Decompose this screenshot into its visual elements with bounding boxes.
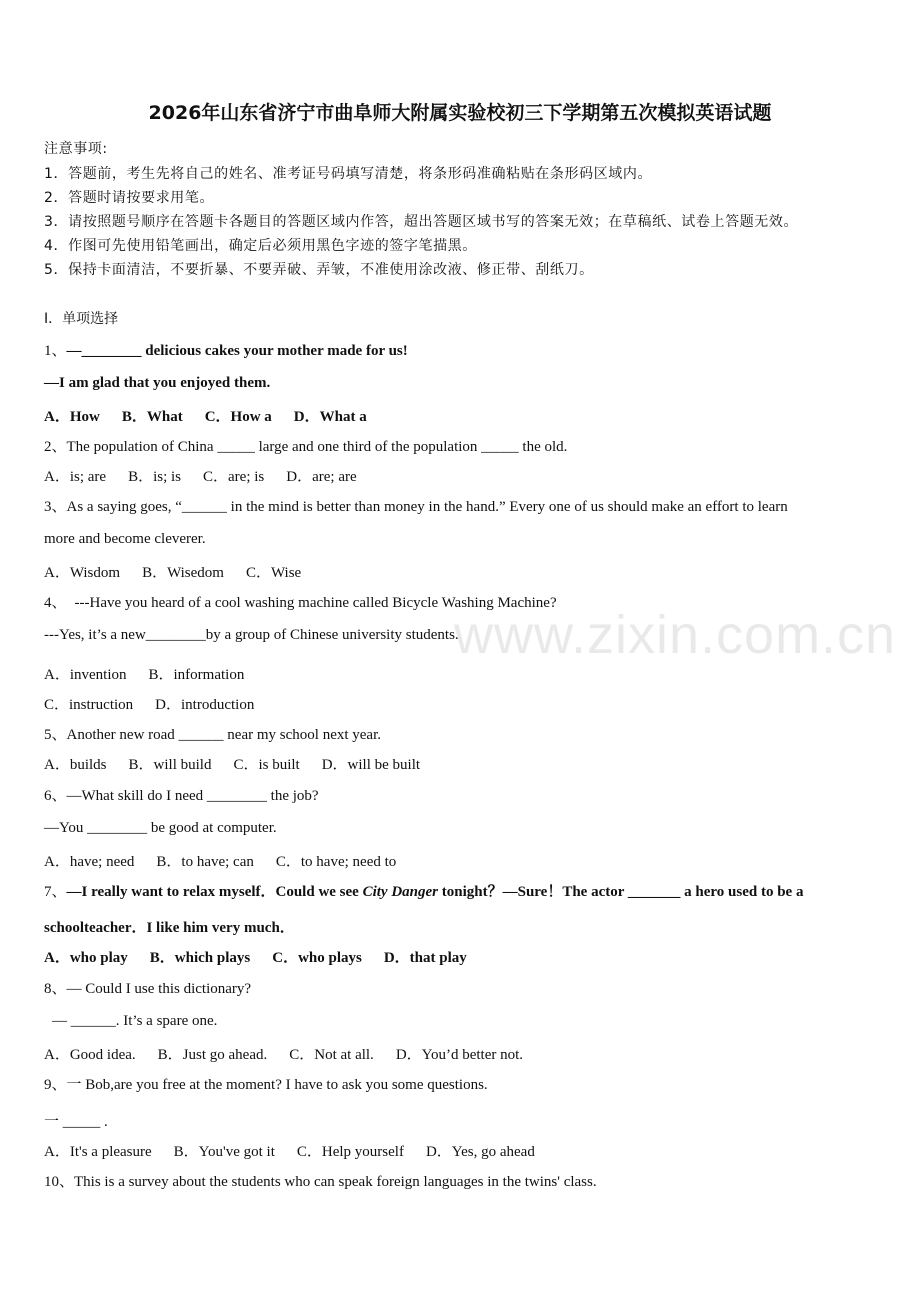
question-stem: The population of China _____ large and one third of the population _____ the old. bbox=[66, 439, 568, 455]
question-stem: 一 Bob,are you free at the moment? I have to ask you some questions. bbox=[66, 1077, 488, 1093]
question-number: 1、 bbox=[44, 343, 67, 359]
page-title: 2026年山东省济宁市曲阜师大附属实验校初三下学期第五次模拟英语试题 bbox=[148, 102, 772, 124]
question-1 bbox=[44, 339, 408, 360]
question-number: 9、 bbox=[44, 1077, 67, 1093]
question-5 bbox=[44, 723, 381, 744]
option-b[interactable]: B．What bbox=[121, 409, 183, 425]
question-stem: —________ delicious cakes your mother made for us! bbox=[66, 343, 408, 359]
question-stem-continued: schoolteacher．I like him very much． bbox=[44, 920, 295, 936]
section-heading: Ⅰ．单项选择 bbox=[44, 311, 119, 327]
question-number: 3、 bbox=[44, 499, 67, 515]
option-a[interactable]: A．builds bbox=[44, 757, 107, 773]
question-9 bbox=[44, 1073, 488, 1094]
option-b[interactable]: B．Just go ahead. bbox=[157, 1047, 268, 1063]
question-stem: — Could I use this dictionary? bbox=[66, 981, 252, 997]
option-b[interactable]: B．which plays bbox=[149, 950, 251, 966]
option-c[interactable]: C．Help yourself bbox=[296, 1144, 404, 1160]
question-6 bbox=[44, 784, 319, 805]
option-a[interactable]: A．How bbox=[44, 409, 100, 425]
question-7 bbox=[44, 880, 803, 901]
question-options bbox=[44, 1140, 535, 1161]
question-options bbox=[44, 850, 396, 871]
question-options bbox=[44, 405, 367, 426]
question-options bbox=[44, 1043, 523, 1064]
option-d[interactable]: D．will be built bbox=[321, 757, 421, 773]
question-stem: As a saying goes, “______ in the mind is better than money in the hand.” Every one of us should make an effort to learn bbox=[66, 499, 788, 515]
question-options bbox=[44, 946, 467, 967]
option-b[interactable]: B．You've got it bbox=[173, 1144, 275, 1160]
question-stem: ---Have you heard of a cool washing machine called Bicycle Washing Machine? bbox=[74, 595, 557, 611]
question-number: 8、 bbox=[44, 981, 67, 997]
option-a[interactable]: A．invention bbox=[44, 667, 127, 683]
notes-item: 3．请按照题号顺序在答题卡各题目的答题区域内作答，超出答题区域书写的答案无效；在草稿纸、试卷上答题无效。 bbox=[44, 214, 799, 230]
question-number: 5、 bbox=[44, 727, 67, 743]
question-stem: Another new road ______ near my school next year. bbox=[66, 727, 382, 743]
option-c[interactable]: C．to have; need to bbox=[275, 854, 397, 870]
option-c[interactable]: C．Wise bbox=[245, 565, 302, 581]
option-a[interactable]: A．Good idea. bbox=[44, 1047, 136, 1063]
option-a[interactable]: A．is; are bbox=[44, 469, 107, 485]
question-3 bbox=[44, 495, 788, 516]
notes-heading: 注意事项: bbox=[44, 141, 108, 157]
option-b[interactable]: B．Wisedom bbox=[142, 565, 224, 581]
option-d[interactable]: D．that play bbox=[383, 950, 467, 966]
question-2 bbox=[44, 435, 567, 456]
notes-item: 2．答题时请按要求用笔。 bbox=[44, 190, 215, 206]
question-10 bbox=[44, 1170, 597, 1191]
question-stem: tonight？—Sure！The actor _______ a hero used to be a bbox=[438, 884, 804, 900]
option-a[interactable]: A．Wisdom bbox=[44, 565, 121, 581]
option-b[interactable]: B．to have; can bbox=[156, 854, 254, 870]
option-b[interactable]: B．information bbox=[148, 667, 245, 683]
question-8 bbox=[44, 977, 251, 998]
question-response: —I am glad that you enjoyed them. bbox=[44, 375, 271, 391]
question-stem: —What skill do I need ________ the job? bbox=[66, 788, 319, 804]
question-number: 4、 bbox=[44, 595, 67, 611]
option-d[interactable]: D．Yes, go ahead bbox=[425, 1144, 535, 1160]
option-c[interactable]: C．instruction bbox=[44, 697, 134, 713]
option-a[interactable]: A．It's a pleasure bbox=[44, 1144, 152, 1160]
option-c[interactable]: C．who plays bbox=[272, 950, 362, 966]
option-a[interactable]: A．have; need bbox=[44, 854, 135, 870]
option-d[interactable]: D．introduction bbox=[155, 697, 255, 713]
option-d[interactable]: D．What a bbox=[293, 409, 367, 425]
option-b[interactable]: B．is; is bbox=[128, 469, 182, 485]
question-options bbox=[44, 693, 254, 714]
question-response: — ______. It’s a spare one. bbox=[52, 1013, 218, 1029]
option-a[interactable]: A．who play bbox=[44, 950, 128, 966]
option-c[interactable]: C．are; is bbox=[203, 469, 265, 485]
notes-item: 4．作图可先使用铅笔画出，确定后必须用黑色字迹的签字笔描黑。 bbox=[44, 238, 477, 254]
option-c[interactable]: C．Not at all. bbox=[289, 1047, 374, 1063]
question-number: 10、 bbox=[44, 1174, 75, 1190]
option-b[interactable]: B．will build bbox=[128, 757, 212, 773]
movie-title: City Danger bbox=[362, 884, 439, 900]
question-response: —You ________ be good at computer. bbox=[44, 820, 277, 836]
question-stem: This is a survey about the students who can speak foreign languages in the twins' class. bbox=[74, 1174, 597, 1190]
notes-item: 1．答题前，考生先将自己的姓名、准考证号码填写清楚，将条形码准确粘贴在条形码区域内。 bbox=[44, 166, 653, 182]
option-c[interactable]: C．How a bbox=[204, 409, 272, 425]
question-options bbox=[44, 465, 357, 486]
question-number: 2、 bbox=[44, 439, 67, 455]
question-response: ---Yes, it’s a new________by a group of Chinese university students. bbox=[44, 627, 459, 643]
question-options bbox=[44, 753, 420, 774]
question-options bbox=[44, 561, 301, 582]
notes-item: 5．保持卡面清洁，不要折暴、不要弄破、弄皱，不准使用涂改液、修正带、刮纸刀。 bbox=[44, 262, 594, 278]
question-stem: —I really want to relax myself．Could we see bbox=[66, 884, 363, 900]
option-d[interactable]: D．You’d better not. bbox=[395, 1047, 524, 1063]
option-d[interactable]: D．are; are bbox=[286, 469, 357, 485]
question-response: 一 _____ . bbox=[44, 1114, 108, 1130]
question-number: 6、 bbox=[44, 788, 67, 804]
question-number: 7、 bbox=[44, 884, 67, 900]
watermark: www.zixin.com.cn bbox=[454, 605, 897, 665]
question-stem-continued: more and become cleverer. bbox=[44, 531, 206, 547]
question-options bbox=[44, 663, 244, 684]
option-c[interactable]: C．is built bbox=[233, 757, 300, 773]
